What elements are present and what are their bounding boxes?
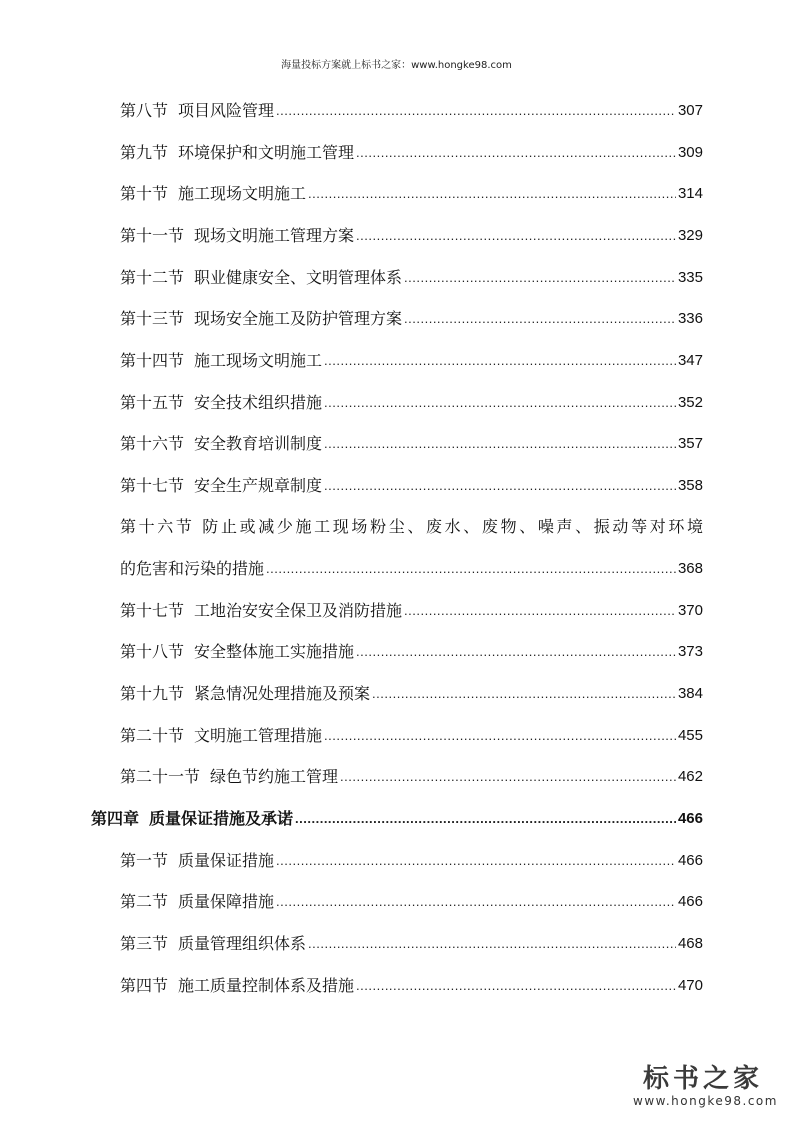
page-number: 307: [677, 102, 703, 119]
toc-entry[interactable]: [120, 601, 703, 621]
section-title: 职业健康安全、文明管理体系: [194, 268, 403, 287]
section-title: 现场文明施工管理方案: [194, 226, 355, 245]
leader-dots: [276, 101, 676, 121]
leader-dots: [324, 393, 676, 413]
leader-dots: [324, 434, 676, 454]
toc-entry[interactable]: [120, 143, 703, 163]
leader-dots: [356, 642, 676, 662]
leader-dots: [324, 476, 676, 496]
page-number: 455: [677, 727, 703, 744]
toc-entry[interactable]: [120, 351, 703, 371]
toc-entry[interactable]: [120, 684, 703, 704]
section-title: 文明施工管理措施: [194, 726, 323, 745]
leader-dots: [340, 767, 676, 787]
page-number: 347: [677, 352, 703, 369]
page-number: 329: [677, 227, 703, 244]
leader-dots: [266, 559, 676, 579]
page-number: 462: [677, 768, 703, 785]
section-number: 第二十一节: [120, 767, 201, 786]
section-number: 第十九节: [120, 684, 185, 703]
page-number: 336: [677, 310, 703, 327]
leader-dots: [404, 309, 676, 329]
chapter-title: 质量保证措施及承诺: [149, 809, 294, 828]
section-title: 紧急情况处理措施及预案: [194, 684, 371, 703]
leader-dots: [324, 351, 676, 371]
leader-dots: [372, 684, 676, 704]
section-title: 安全教育培训制度: [194, 434, 323, 453]
page-number: 352: [677, 394, 703, 411]
section-title: 现场安全施工及防护管理方案: [194, 309, 403, 328]
site-logo: [633, 1064, 778, 1108]
page-number: 470: [677, 977, 703, 994]
leader-dots: [404, 601, 676, 621]
leader-dots: [276, 892, 676, 912]
section-number: 第九节: [120, 143, 169, 162]
section-number: 第十七节: [120, 601, 185, 620]
toc-entry-long-line2[interactable]: [120, 559, 703, 579]
section-number: 第十二节: [120, 268, 185, 287]
page-number: 468: [677, 935, 703, 952]
toc-entry[interactable]: [120, 851, 703, 871]
leader-dots: [324, 726, 676, 746]
page-number: 358: [677, 477, 703, 494]
section-number: 第十三节: [120, 309, 185, 328]
page-number: 335: [677, 269, 703, 286]
leader-dots: [356, 143, 676, 163]
section-title: 绿色节约施工管理: [210, 767, 339, 786]
section-title: 施工质量控制体系及措施: [178, 976, 355, 995]
section-title: 环境保护和文明施工管理: [178, 143, 355, 162]
toc-chapter-entry[interactable]: [91, 809, 703, 829]
section-number: 第四节: [120, 976, 169, 995]
toc-entry[interactable]: [120, 393, 703, 413]
page-number: 384: [677, 685, 703, 702]
leader-dots: [308, 934, 676, 954]
logo-url: www.hongke98.com: [633, 1094, 778, 1108]
section-title: 质量保障措施: [178, 892, 275, 911]
section-number: 第一节: [120, 851, 169, 870]
leader-dots: [308, 184, 676, 204]
toc-entry[interactable]: [120, 642, 703, 662]
toc-entry[interactable]: [120, 434, 703, 454]
section-title: 质量保证措施: [178, 851, 275, 870]
section-number: 第十节: [120, 184, 169, 203]
page-number: 466: [677, 810, 703, 827]
section-title: 安全技术组织措施: [194, 393, 323, 412]
section-number: 第十六节: [120, 434, 185, 453]
section-number: 第十五节: [120, 393, 185, 412]
section-title: 质量管理组织体系: [178, 934, 307, 953]
toc-entry[interactable]: [120, 184, 703, 204]
section-title: 安全生产规章制度: [194, 476, 323, 495]
page-number: 370: [677, 602, 703, 619]
toc-entry[interactable]: [120, 226, 703, 246]
section-title: 施工现场文明施工: [194, 351, 323, 370]
chapter-number: 第四章: [91, 809, 140, 828]
section-title: 工地治安安全保卫及消防措施: [194, 601, 403, 620]
toc-entry[interactable]: [120, 726, 703, 746]
page-header: 海量投标方案就上标书之家：www.hongke98.com: [281, 60, 512, 71]
page-number: 466: [677, 852, 703, 869]
toc-entry[interactable]: [120, 767, 703, 787]
page-number: 466: [677, 893, 703, 910]
section-number: 第十四节: [120, 351, 185, 370]
section-title: 的危害和污染的措施: [120, 559, 265, 578]
section-number: 第二十节: [120, 726, 185, 745]
section-number: 第八节: [120, 101, 169, 120]
page-number: 357: [677, 435, 703, 452]
section-title: 施工现场文明施工: [178, 184, 307, 203]
section-number: 第十七节: [120, 476, 185, 495]
toc-entry[interactable]: [120, 934, 703, 954]
section-number: 第三节: [120, 934, 169, 953]
section-title: 安全整体施工实施措施: [194, 642, 355, 661]
leader-dots: [295, 809, 676, 829]
toc-entry[interactable]: [120, 309, 703, 329]
page-number: 373: [677, 643, 703, 660]
leader-dots: [356, 226, 676, 246]
page-number: 368: [677, 560, 703, 577]
section-number: 第十一节: [120, 226, 185, 245]
section-number: 第十八节: [120, 642, 185, 661]
toc-entry[interactable]: [120, 476, 703, 496]
toc-entry[interactable]: [120, 268, 703, 288]
leader-dots: [404, 268, 676, 288]
leader-dots: [276, 851, 676, 871]
toc-entry[interactable]: [120, 892, 703, 912]
toc-entry-long-line1[interactable]: 第十六节 防止或减少施工现场粉尘、废水、废物、噪声、振动等对环境: [120, 517, 703, 536]
toc-entry[interactable]: [120, 976, 703, 996]
page-number: 309: [677, 144, 703, 161]
leader-dots: [356, 976, 676, 996]
section-number: 第二节: [120, 892, 169, 911]
toc-entry[interactable]: [120, 101, 703, 121]
section-title: 项目风险管理: [178, 101, 275, 120]
page-number: 314: [677, 185, 703, 202]
logo-text: 标书之家: [642, 1064, 763, 1094]
